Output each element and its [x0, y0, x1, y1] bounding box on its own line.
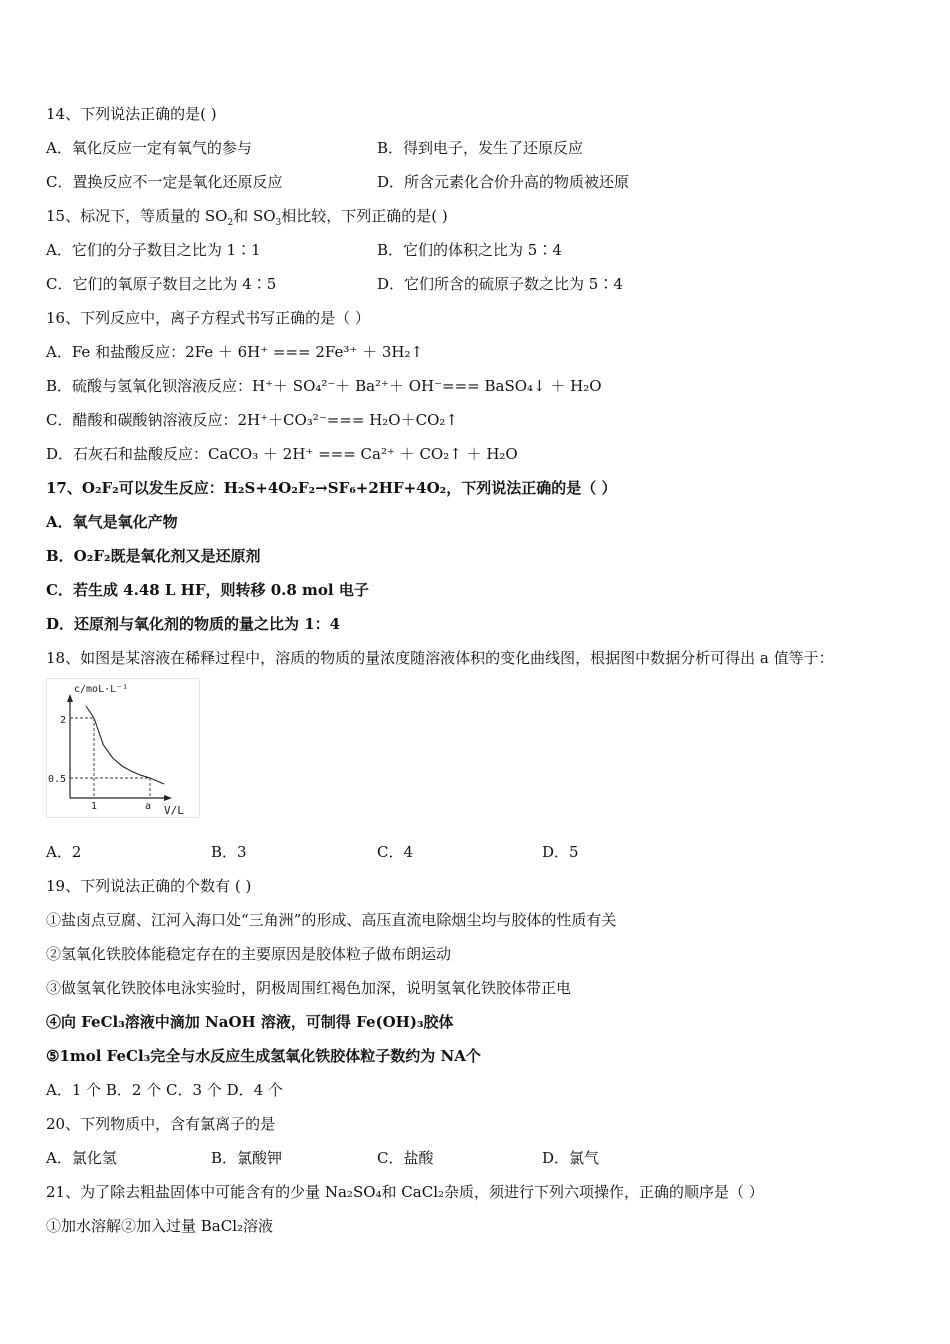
q19-statement-4: ④向 FeCl₃溶液中滴加 NaOH 溶液，可制得 Fe(OH)₃胶体 [46, 1013, 454, 1031]
q19-statement-3: ③做氢氧化铁胶体电泳实验时，阴极周围红褐色加深，说明氢氧化铁胶体带正电 [46, 979, 572, 997]
q15-option-c: C．它们的氧原子数目之比为 4∶5 [46, 275, 277, 293]
q20-option-a: A．氯化氢 [46, 1149, 117, 1167]
q19-options: A．1 个 B．2 个 C．3 个 D．4 个 [46, 1081, 283, 1099]
q18-option-a: A．2 [46, 843, 82, 861]
q18-stem: 18、如图是某溶液在稀释过程中，溶质的物质的量浓度随溶液体积的变化曲线图，根据图中数据分析可得出 a 值等于： [46, 649, 834, 667]
q16-stem: 16、下列反应中，离子方程式书写正确的是（ ） [46, 309, 370, 327]
q15-option-d: D．它们所含的硫原子数之比为 5∶4 [377, 275, 623, 293]
q16-option-d: D．石灰石和盐酸反应：CaCO₃ ＋ 2H⁺ === Ca²⁺ ＋ CO₂↑ ＋ H₂O [46, 445, 518, 463]
concentration-volume-chart [46, 678, 200, 818]
q18-option-c: C．4 [377, 843, 414, 861]
q14-option-b: B．得到电子，发生了还原反应 [377, 139, 584, 157]
q17-option-b: B．O₂F₂既是氧化剂又是还原剂 [46, 547, 261, 565]
q17-option-c: C．若生成 4.48 L HF，则转移 0.8 mol 电子 [46, 581, 369, 599]
q15-stem: 15、标况下，等质量的 $SO_2$和 $SO_3$相比较，下列正确的是( ) [46, 207, 448, 228]
q14-option-d: D．所含元素化合价升高的物质被还原 [377, 173, 630, 191]
q16-option-c: C．醋酸和碳酸钠溶液反应：2H⁺＋CO₃²⁻=== H₂O＋CO₂↑ [46, 411, 458, 429]
q16-option-a: A．Fe 和盐酸反应：2Fe ＋ 6H⁺ === 2Fe³⁺ ＋ 3H₂↑ [46, 343, 424, 361]
q20-option-b: B．氯酸钾 [211, 1149, 283, 1167]
q20-option-c: C．盐酸 [377, 1149, 434, 1167]
q17-stem: 17、O₂F₂可以发生反应：H₂S+4O₂F₂→SF₆+2HF+4O₂，下列说法正确的是（ ） [46, 479, 617, 497]
q15-option-a: A．它们的分子数目之比为 1∶1 [46, 241, 261, 259]
q20-stem: 20、下列物质中，含有氯离子的是 [46, 1115, 276, 1133]
q17-option-d: D．还原剂与氧化剂的物质的量之比为 1：4 [46, 615, 341, 633]
q19-statement-2: ②氢氧化铁胶体能稳定存在的主要原因是胶体粒子做布朗运动 [46, 945, 452, 963]
q18-option-d: D．5 [542, 843, 579, 861]
x-tick-label-1: 1 [91, 801, 98, 812]
q14-stem: 14、下列说法正确的是( ) [46, 105, 217, 123]
q21-statement-1: ①加水溶解②加入过量 BaCl₂溶液 [46, 1217, 274, 1235]
q14-option-c: C．置换反应不一定是氧化还原反应 [46, 173, 283, 191]
q21-stem: 21、为了除去粗盐固体中可能含有的少量 Na₂SO₄和 CaCl₂杂质，须进行下列六项操作，正确的顺序是（ ） [46, 1183, 764, 1201]
q16-option-b: B．硫酸与氢氧化钡溶液反应：H⁺＋ SO₄²⁻＋ Ba²⁺＋ OH⁻=== BaSO₄↓ ＋ H₂O [46, 377, 602, 395]
q20-option-d: D．氯气 [542, 1149, 600, 1167]
y-tick-label-2: 2 [60, 715, 67, 726]
q19-statement-1: ①盐卤点豆腐、江河入海口处“三角洲”的形成、高压直流电除烟尘均与胶体的性质有关 [46, 911, 617, 929]
chart-ylabel: c/moL·L⁻¹ [74, 684, 129, 695]
y-tick-label-0-5: 0.5 [48, 774, 67, 785]
q14-option-a: A．氧化反应一定有氧气的参与 [46, 139, 252, 157]
q19-statement-5: ⑤1mol FeCl₃完全与水反应生成氢氧化铁胶体粒子数约为 NA个 [46, 1047, 481, 1065]
q15-option-b: B．它们的体积之比为 5∶4 [377, 241, 562, 259]
q18-option-b: B．3 [211, 843, 247, 861]
q17-option-a: A．氧气是氧化产物 [46, 513, 178, 531]
chart-xlabel: V/L [164, 804, 184, 817]
x-tick-label-a: a [145, 801, 152, 812]
q19-stem: 19、下列说法正确的个数有 ( ) [46, 877, 252, 895]
chart-svg [46, 678, 200, 818]
